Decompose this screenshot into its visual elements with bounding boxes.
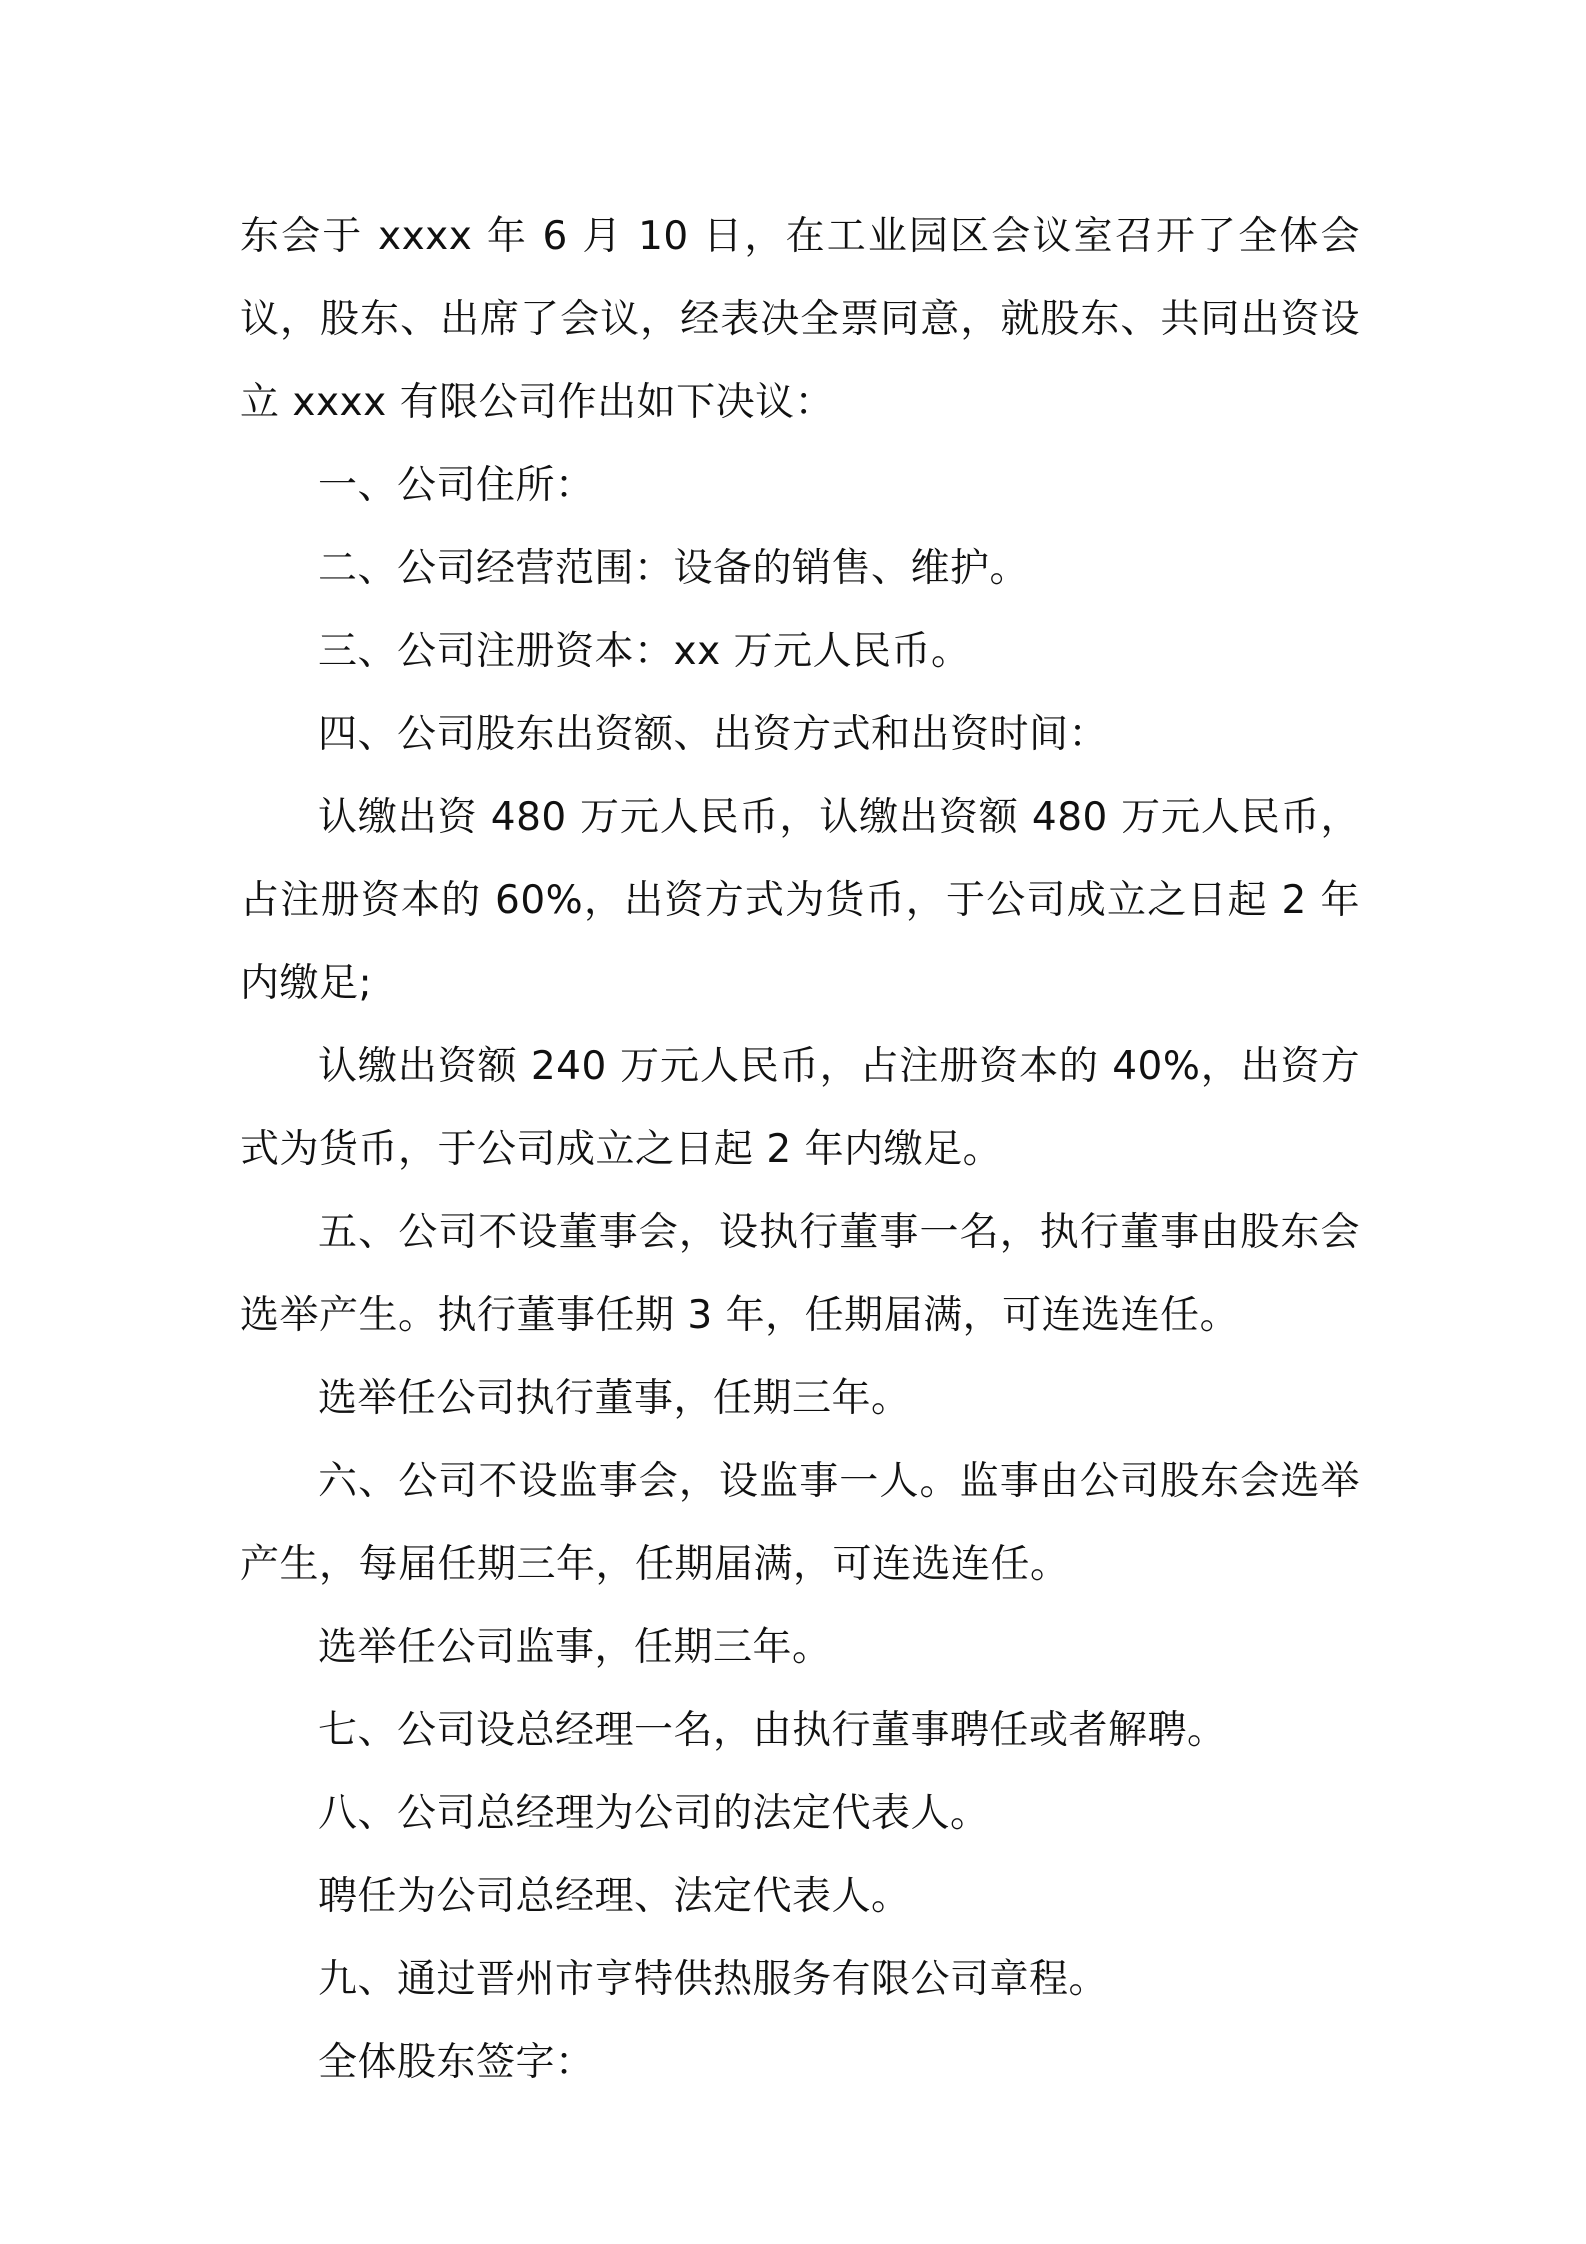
paragraph-contribution-b: 认缴出资额 240 万元人民币，占注册资本的 40%，出资方式为货币，于公司成立之日起 2 年内缴足。 [240,1044,1360,1172]
document-body [240,195,1360,2104]
paragraph-item-7-manager: 七、公司设总经理一名，由执行董事聘任或者解聘。 [318,1708,1227,1753]
paragraph-director-election: 选举任公司执行董事，任期三年。 [318,1376,911,1421]
paragraph-item-5-director: 五、公司不设董事会，设执行董事一名，执行董事由股东会选举产生。执行董事任期 3 年，任期届满，可连选连任。 [240,1210,1360,1338]
paragraph-supervisor-election: 选举任公司监事，任期三年。 [318,1625,832,1670]
paragraph-item-4-contribution: 四、公司股东出资额、出资方式和出资时间： [318,712,1109,757]
paragraph-preamble: 东会于 xxxx 年 6 月 10 日，在工业园区会议室召开了全体会议，股东、出席了会议，经表决全票同意，就股东、共同出资设立 xxxx 有限公司作出如下决议： [240,214,1360,425]
paragraph-item-2-scope: 二、公司经营范围：设备的销售、维护。 [318,546,1030,591]
paragraph-item-3-capital: 三、公司注册资本：xx 万元人民币。 [318,629,971,674]
paragraph-signature: 全体股东签字： [318,2040,595,2085]
paragraph-item-6-supervisor: 六、公司不设监事会，设监事一人。监事由公司股东会选举产生，每届任期三年，任期届满，可连选连任。 [240,1459,1360,1587]
paragraph-contribution-a: 认缴出资 480 万元人民币，认缴出资额 480 万元人民币，占注册资本的 60%，出资方式为货币，于公司成立之日起 2 年内缴足; [240,795,1360,1006]
paragraph-item-1-address: 一、公司住所： [318,463,595,508]
paragraph-manager-appointment: 聘任为公司总经理、法定代表人。 [318,1874,911,1919]
paragraph-item-9-articles: 九、通过晋州市亨特供热服务有限公司章程。 [318,1957,1109,2002]
paragraph-item-8-legal-rep: 八、公司总经理为公司的法定代表人。 [318,1791,990,1836]
